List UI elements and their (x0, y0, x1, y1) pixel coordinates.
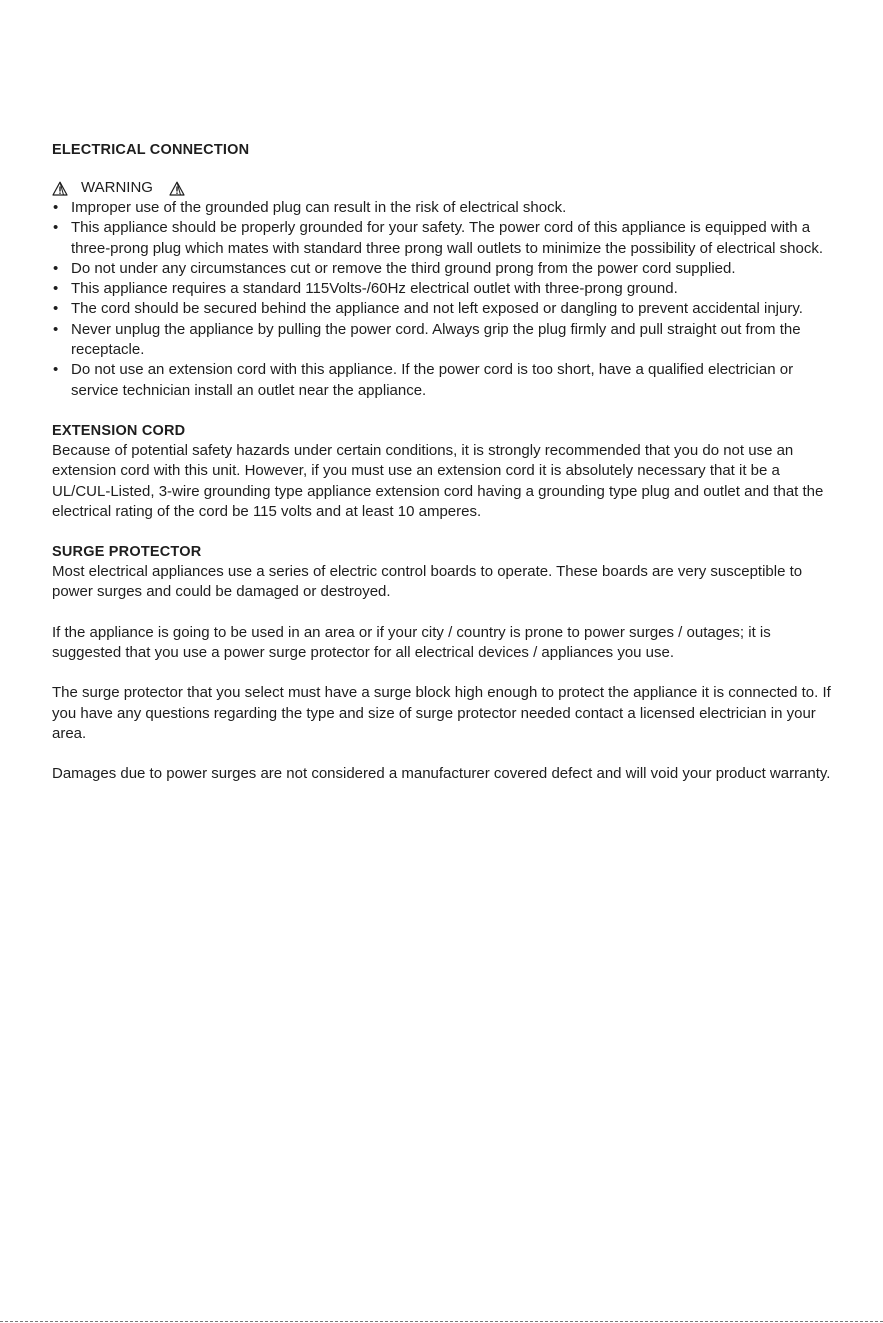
bullet-dot: • (53, 361, 59, 379)
surge-protector-section (52, 542, 842, 784)
bullet-dot: • (53, 199, 59, 216)
surge-protector-paragraph: Damages due to power surges are not considered a manufacturer covered defect and will void your product warranty. (52, 765, 831, 783)
list-item (52, 360, 842, 401)
list-item-text: Do not use an extension cord with this appliance. If the power cord is too short, have a qualified electrician or service technician install an outlet near the appliance. (71, 361, 794, 399)
surge-protector-paragraph: If the appliance is going to be used in an area or if your city / country is prone to power surges / outages; it is suggested that you use a power surge protector for all electrical devices / appliances you use. (52, 623, 771, 662)
bullet-dot: • (53, 300, 59, 318)
surge-protector-heading: SURGE PROTECTOR (52, 544, 202, 561)
page-bottom-rule (0, 1321, 883, 1322)
list-item (52, 320, 842, 361)
bullet-dot: • (53, 219, 59, 237)
electrical-connection-heading: ELECTRICAL CONNECTION (52, 142, 250, 158)
extension-cord-heading: EXTENSION CORD (52, 422, 186, 439)
list-item-text: This appliance should be properly grounded for your safety. The power cord of this appliance is equipped with a three-prong plug which mates with standard three prong wall outlets to minimize the possibility of electrical shock. (71, 219, 824, 257)
list-item-text: Improper use of the grounded plug can result in the risk of electrical shock. (71, 199, 567, 216)
list-item (52, 279, 842, 299)
list-item-text: This appliance requires a standard 115Volts-/60Hz electrical outlet with three-prong ground. (71, 280, 678, 298)
list-item-text: Do not under any circumstances cut or remove the third ground prong from the power cord supplied. (71, 259, 736, 277)
extension-cord-body: Because of potential safety hazards under certain conditions, it is strongly recommended that you do not use an extension cord with this unit. However, if you must use an extension cord it is absolutely necessary that it be a UL/CUL-Listed, 3-wire grounding type appliance extension cord having a grounding type plug and outlet and that the electrical rating of the cord be 115 volts and at least 10 amperes. (52, 441, 824, 520)
list-item (52, 218, 842, 259)
bullet-dot: • (53, 320, 59, 338)
bullet-dot: • (53, 259, 59, 277)
warning-line (52, 178, 842, 198)
warning-triangle-icon (52, 181, 68, 196)
list-item-text: Never unplug the appliance by pulling the power cord. Always grip the plug firmly and pull straight out from the receptacle. (71, 320, 801, 359)
extension-cord-section (52, 421, 842, 522)
warning-bullet-list (52, 198, 842, 401)
electrical-connection-section (52, 140, 842, 401)
warning-label: WARNING (81, 179, 153, 196)
manual-page (52, 140, 842, 785)
bullet-dot: • (53, 280, 59, 298)
surge-protector-paragraph: The surge protector that you select must have a surge block high enough to protect the appliance it is connected to. If you have any questions regarding the type and size of surge protector needed contact a licensed electrician in your area. (52, 684, 831, 742)
list-item (52, 259, 842, 279)
list-item (52, 198, 842, 218)
surge-protector-paragraph: Most electrical appliances use a series of electric control boards to operate. These boards are very susceptible to power surges and could be damaged or destroyed. (52, 563, 803, 601)
list-item-text: The cord should be secured behind the appliance and not left exposed or dangling to prevent accidental injury. (71, 300, 803, 318)
list-item (52, 299, 842, 319)
warning-triangle-icon (169, 181, 185, 196)
